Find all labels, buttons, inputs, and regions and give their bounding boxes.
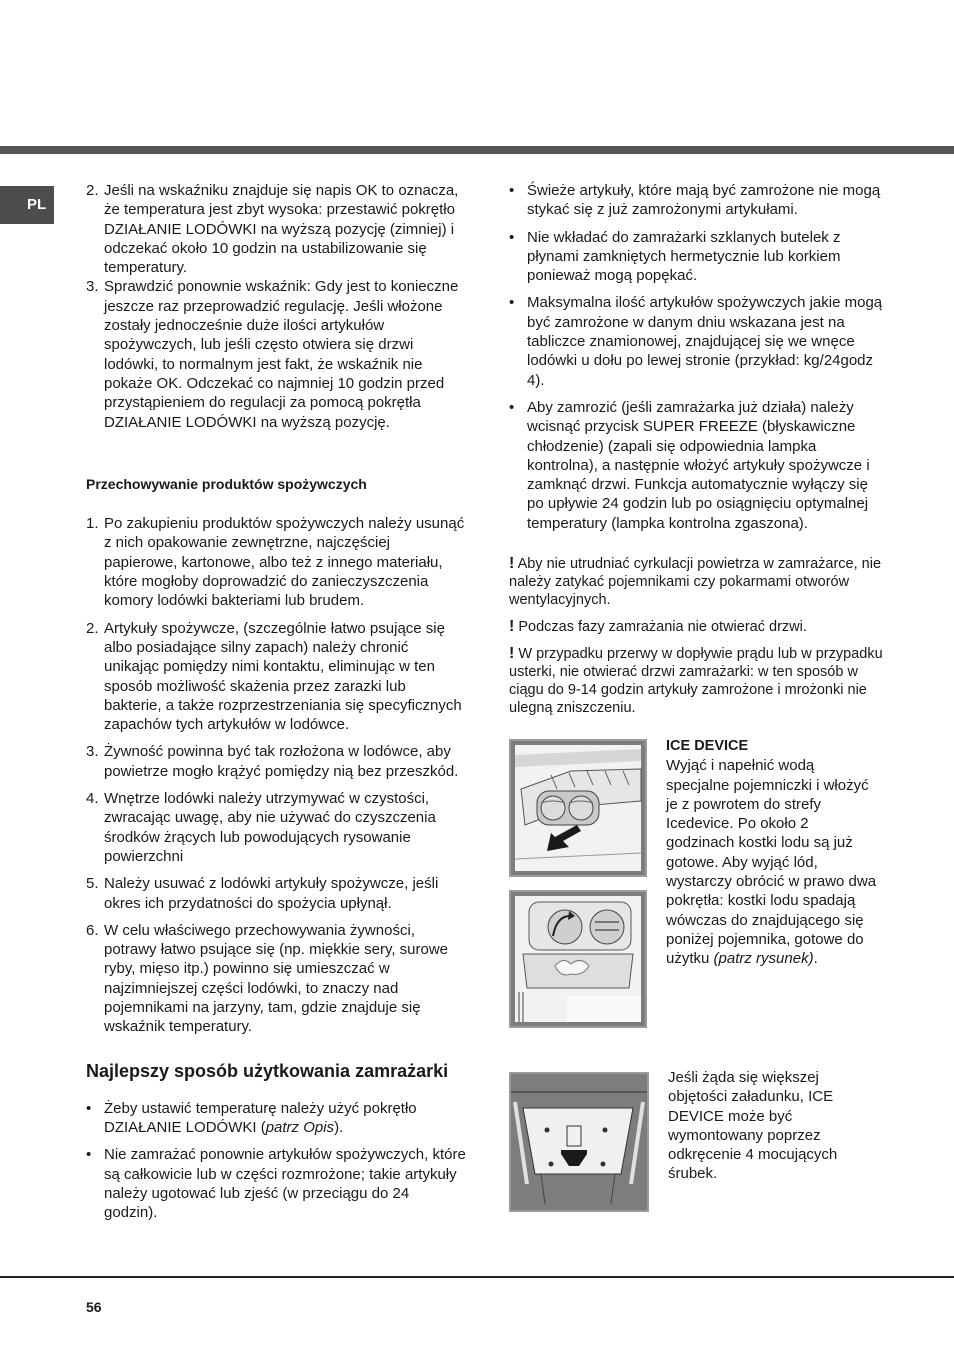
list-item: • Nie wkładać do zamrażarki szklanych butelek z płynami zamkniętych hermetycznie lub korkiem ponieważ mogą popękać. [509,228,841,285]
warning-icon: ! [509,555,515,573]
list-item: 3. Sprawdzić ponownie wskaźnik: Gdy jest to konieczne jeszcze raz przeprowadzić regulację. Jeśli włożone zostały jednocześnie duże ilości artykułów spożywczych, lub jeśli często otwiera się drzwi lodówki, to normalnym jest fakt, że wskaźnik nie pokaże OK. Odczekać co najmniej 10 godzin przed przystąpieniem do regulacji za pomocą pokrętła DZIAŁANIE LODÓWKI na wyższą pozycję. [86,278,459,431]
footer-rule [0,1276,954,1278]
warning-icon: ! [509,618,515,636]
list-item: • Nie zamrażać ponownie artykułów spożywczych, które są całkowicie lub w części rozmrożone; takie artykuły należy ugotować lub zjeść (w przeciągu do 24 godzin). [86,1146,466,1222]
ice-device-fill-illustration [509,739,647,877]
left-column [86,181,466,1231]
warning-note: ! Podczas fazy zamrażania nie otwierać drzwi. [509,618,807,636]
regulation-steps [86,181,466,432]
list-item: • Żeby ustawić temperaturę należy użyć pokrętło DZIAŁANIE LODÓWKI (patrz Opis). [86,1099,417,1137]
freezing-bullets [509,181,884,533]
list-item: 3. Żywność powinna być tak rozłożona w lodówce, aby powietrze mogło krążyć pomiędzy nią bez przeszkód. [86,743,459,780]
ice-device-removal-illustration [509,1072,649,1212]
list-item: • Maksymalna ilość artykułów spożywczych jakie mogą być zamrożone w danym dniu wskazana jest na tabliczce znamionowej, znajdującej się we wnęce lodówki u dołu po lewej stronie (przykład: kg/24godz 4). [509,294,883,389]
list-item: 1. Po zakupieniu produktów spożywczych należy usunąć z nich opakowanie zewnętrzne, najczęściej papierowe, kartonowe, albo też z innego materiału, które mogłoby doprowadzić do zanieczyszczenia komory lodówki bakteriami lub brudem. [86,515,465,610]
ice-device-description: ICE DEVICE Wyjąć i napełnić wodą specjalne pojemniczki i włożyć je z powrotem do strefy Icedevice. Po około 2 godzinach kostki lodu są już gotowe. Aby wyjąć lód, wystarczy obrócić w prawo dwa pokrętła: kostki lodu spadają wówczas do znajdującego się poniżej pojemnika, gotowe do użytku (patrz rysunek). [666,737,881,969]
warning-note: ! Aby nie utrudniać cyrkulacji powietrza w zamrażarce, nie należy zatykać pojemnikami czy pokarmami otworów wentylacyjnych. [509,555,882,609]
list-item: 4. Wnętrze lodówki należy utrzymywać w czystości, zwracając uwagę, aby nie używać do czyszczenia środków żrących lub powodujących rysowanie powierzchni [86,790,436,865]
storage-steps [86,514,466,1036]
list-item: 2. Jeśli na wskaźniku znajduje się napis OK to oznacza, że temperatura jest zbyt wysoka: przestawić pokrętło DZIAŁANIE LODÓWKI na wyższą pozycję (zimniej) i odczekać około 10 godzin na ustabilizowanie się temperatury. [86,182,459,277]
header-bar [0,146,954,154]
list-item: 6. W celu właściwego przechowywania żywności, potrawy łatwo psujące się (np. miękkie sery, surowe ryby, mięso itp.) powinno się umieszczać w najzimniejszej części lodówki, to znaczy nad pojemnikami na jarzyny, tam, gdzie znajduje się wskaźnik temperatury. [86,921,449,1036]
list-item: • Aby zamrozić (jeśli zamrażarka już działa) należy wcisnąć przycisk SUPER FREEZE (błyskawiczne chłodzenie) (zapali się odpowiednia lampka kontrolna), a następnie włożyć artykuły spożywcze i zamknąć drzwi. Funkcja automatycznie wyłączy się po upływie 24 godzin lub po osiągnięciu optymalnej temperatury (lampka kontrolna zgaszona). [509,398,870,532]
right-column [509,181,884,726]
ice-device-removal-text: Jeśli żąda się większej objętości załadunku, ICE DEVICE może być wymontowany poprzez odkręcenie 4 mocujących śrubek. [668,1069,838,1183]
ice-device-title: ICE DEVICE [666,738,749,754]
list-item: 5. Należy usuwać z lodówki artykuły spożywcze, jeśli okres ich przydatności do spożycia upłynął. [86,875,439,912]
language-tab: PL [0,186,54,224]
warning-note: ! W przypadku przerwy w dopływie prądu lub w przypadku usterki, nie otwierać drzwi zamrażarki: w ten sposób w ciągu do 9-14 godzin artykuły zamrożone i mrożonki nie ulegną zniszczeniu. [509,645,883,717]
warning-icon: ! [509,645,515,663]
freezer-bullets [86,1099,466,1223]
list-item: 2. Artykuły spożywcze, (szczególnie łatwo psujące się albo posiadające silny zapach) należy chronić unikając pomiędzy nimi kontaktu, eliminując w ten sposób możliwość skażenia przez zarazki lub bakterie, a także rozprzestrzeniania się specyficznych zapachów tych artykułów w lodówce. [86,619,462,734]
freezer-heading: Najlepszy sposób użytkowania zamrażarki [86,1060,449,1081]
page-number: 56 [86,1299,102,1315]
ice-device-knob-illustration [509,890,647,1028]
list-item: • Świeże artykuły, które mają być zamrożone nie mogą stykać się z już zamrożonymi artykułami. [509,182,881,219]
storage-heading: Przechowywanie produktów spożywczych [86,475,367,492]
